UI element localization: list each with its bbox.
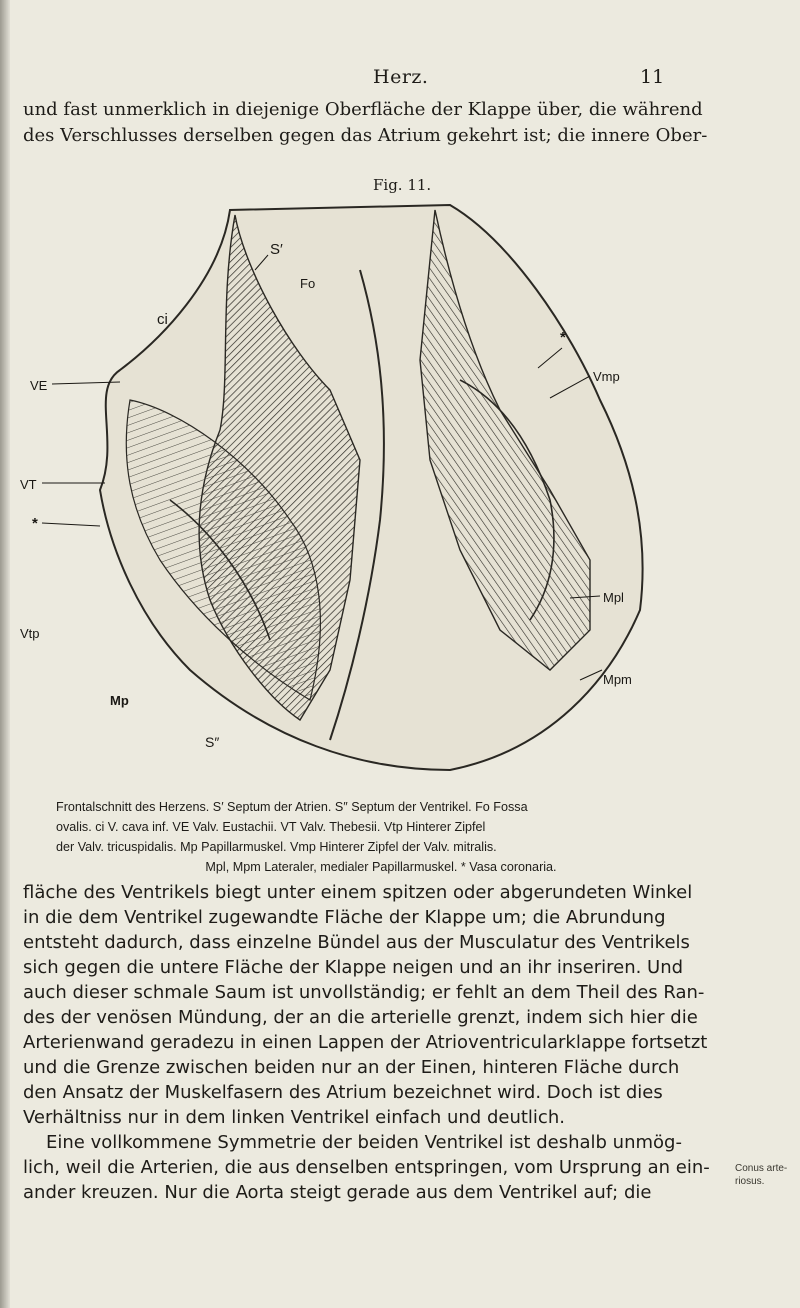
caption-line: ovalis. ci V. cava inf. VE Valv. Eustachii. VT Valv. Thebesii. Vtp Hinterer Zipfel bbox=[56, 820, 486, 834]
text-line: und fast unmerklich in diejenige Oberfläche der Klappe über, die während bbox=[23, 99, 703, 120]
text-line: in die dem Ventrikel zugewandte Fläche der Klappe um; die Abrundung bbox=[23, 907, 666, 928]
label-vt: VT bbox=[20, 477, 37, 492]
margin-note-line: riosus. bbox=[735, 1176, 765, 1187]
caption-line: der Valv. tricuspidalis. Mp Papillarmuskel. Vmp Hinterer Zipfel der Valv. mitralis. bbox=[56, 840, 497, 854]
caption-line: Frontalschnitt des Herzens. S′ Septum der Atrien. S″ Septum der Ventrikel. Fo Fossa bbox=[56, 800, 528, 814]
text-line: Verhältniss nur in dem linken Ventrikel einfach und deutlich. bbox=[23, 1107, 565, 1128]
page-header bbox=[0, 66, 800, 92]
page-binding-edge bbox=[0, 0, 10, 1308]
label-vtp: Vtp bbox=[20, 626, 40, 641]
text-line: Eine vollkommene Symmetrie der beiden Ventrikel ist deshalb unmög- bbox=[46, 1132, 682, 1153]
text-line: des Verschlusses derselben gegen das Atrium gekehrt ist; die innere Ober- bbox=[23, 125, 708, 146]
label-mpm: Mpm bbox=[603, 672, 632, 687]
body-paragraphs bbox=[23, 880, 715, 1205]
text-line: fläche des Ventrikels biegt unter einem spitzen oder abgerundeten Winkel bbox=[23, 882, 693, 903]
heart-section-drawing bbox=[20, 200, 710, 780]
label-star-top: * bbox=[560, 329, 566, 346]
label-vmp: Vmp bbox=[593, 369, 620, 384]
intro-paragraph bbox=[23, 97, 713, 149]
text-line: den Ansatz der Muskelfasern des Atrium bezeichnet wird. Doch ist dies bbox=[23, 1082, 663, 1103]
label-mpl: Mpl bbox=[603, 590, 624, 605]
label-s-prime: S′ bbox=[270, 241, 283, 258]
label-star-left: * bbox=[32, 515, 38, 532]
text-line: und die Grenze zwischen beiden nur an der Einen, hinteren Fläche durch bbox=[23, 1057, 680, 1078]
text-line: entsteht dadurch, dass einzelne Bündel aus der Musculatur des Ventrikels bbox=[23, 932, 690, 953]
label-mp: Mp bbox=[110, 693, 129, 708]
text-line: auch dieser schmale Saum ist unvollständig; er fehlt an dem Theil des Ran- bbox=[23, 982, 705, 1003]
label-ci: ci bbox=[157, 311, 168, 328]
text-line: Arterienwand geradezu in einen Lappen der Atrioventricularklappe fortsetzt bbox=[23, 1032, 708, 1053]
figure-caption bbox=[56, 797, 706, 877]
margin-note-line: Conus arte- bbox=[735, 1163, 788, 1174]
text-line: des der venösen Mündung, der an die arterielle grenzt, indem sich hier die bbox=[23, 1007, 698, 1028]
running-head: Herz. bbox=[373, 66, 429, 88]
margin-note bbox=[735, 1162, 799, 1188]
figure-label: Fig. 11. bbox=[373, 176, 432, 194]
page-number: 11 bbox=[640, 66, 665, 88]
label-fo: Fo bbox=[300, 276, 316, 291]
label-s-double-prime: S″ bbox=[205, 734, 220, 750]
text-line: lich, weil die Arterien, die aus denselben entspringen, vom Ursprung an ein- bbox=[23, 1157, 710, 1178]
caption-line: Mpl, Mpm Lateraler, medialer Papillarmuskel. * Vasa coronaria. bbox=[205, 860, 557, 874]
figure-illustration bbox=[20, 200, 710, 780]
label-ve: VE bbox=[30, 378, 48, 393]
text-line: sich gegen die untere Fläche der Klappe neigen und an ihr inseriren. Und bbox=[23, 957, 684, 978]
text-line: ander kreuzen. Nur die Aorta steigt gerade aus dem Ventrikel auf; die bbox=[23, 1182, 652, 1203]
